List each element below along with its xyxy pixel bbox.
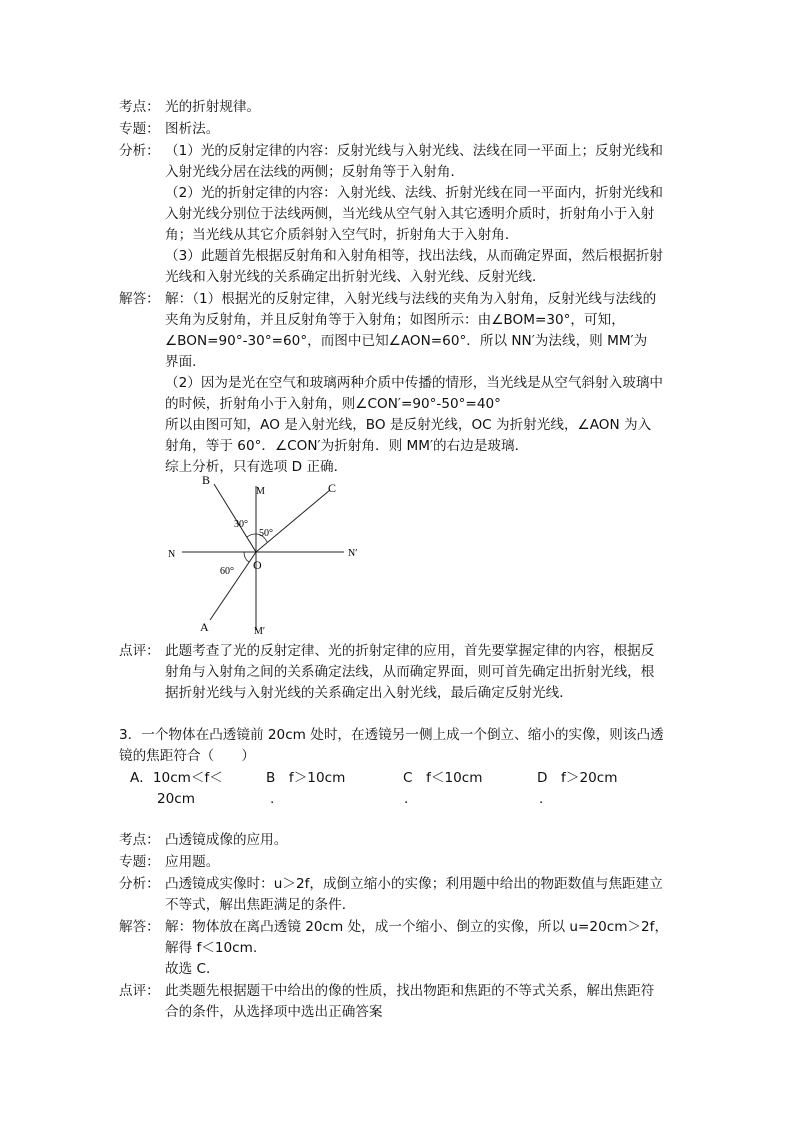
q3-fenxi-label: 分析： — [119, 876, 160, 892]
q3-dianping-label: 点评： — [119, 983, 160, 999]
angle-50: 50° — [259, 528, 273, 539]
option-c-dot: . — [404, 791, 409, 807]
fenxi-label: 分析： — [119, 143, 160, 159]
fenxi-line: 入射光线分别位于法线两侧，当光线从空气射入其它透明介质时，折射角小于入射 — [165, 206, 655, 222]
label-a: A — [200, 620, 209, 634]
label-n-prime: N′ — [348, 548, 358, 559]
dianping-line: 此题考查了光的反射定律、光的折射定律的应用，首先要掌握定律的内容，根据反 — [165, 643, 655, 659]
jieda-line: 所以由图可知，AO 是入射光线，BO 是反射光线，OC 为折射光线，∠AON 为入 — [165, 417, 652, 433]
zhuanti-label: 专题： — [119, 121, 160, 137]
q3-jieda-line: 解：物体放在离凸透镜 20cm 处，成一个缩小、倒立的实像，所以 u=20cm＞2f， — [165, 919, 669, 935]
angle-60: 60° — [220, 566, 234, 577]
q3-zhuanti-text: 应用题。 — [165, 854, 220, 870]
dianping-label: 点评： — [119, 643, 160, 659]
jieda-line: 射角，等于 60°．∠CON′为折射角．则 MM′的右边是玻璃． — [165, 438, 529, 454]
dianping-line: 据折射光线与入射光线的关系确定出入射光线，最后确定反射光线． — [165, 685, 573, 701]
option-c: C f＜10cm — [403, 770, 483, 786]
q3-jieda-label: 解答： — [119, 919, 160, 935]
arc-60 — [244, 552, 249, 562]
fenxi-line: 角；当光线从其它介质斜射入空气时，折射角大于入射角． — [165, 227, 519, 243]
q3-jieda-line: 解得 f＜10cm. — [165, 940, 258, 956]
jieda-label: 解答： — [119, 291, 160, 307]
jieda-line: 解：（1）根据光的反射定律，入射光线与法线的夹角为入射角，反射光线与法线的 — [165, 291, 657, 307]
option-a-cont: 20cm — [157, 791, 196, 807]
kaodian-text: 光的折射规律。 — [165, 99, 261, 115]
label-n: N — [168, 549, 176, 560]
q3-jieda-line: 故选 C． — [165, 961, 220, 977]
zhuanti-text: 图析法。 — [165, 121, 220, 137]
kaodian-label: 考点： — [119, 99, 160, 115]
jieda-line: 界面． — [165, 354, 206, 370]
q3-fenxi-line: 凸透镜成实像时：u＞2f，成倒立缩小的实像；利用题中给出的物距数值与焦距建立 — [165, 876, 663, 892]
option-a: A．10cm＜f＜ — [130, 770, 223, 786]
q3-kaodian-text: 凸透镜成像的应用。 — [165, 832, 288, 848]
option-d: D f＞20cm — [537, 770, 618, 786]
angle-30: 30° — [234, 519, 248, 530]
option-b: B f＞10cm — [266, 770, 346, 786]
arc-30 — [247, 534, 256, 537]
fenxi-line: （1）光的反射定律的内容：反射光线与入射光线、法线在同一平面上；反射光线和 — [165, 143, 664, 159]
label-m-prime: M′ — [254, 626, 266, 637]
jieda-line: 综上分析，只有选项 D 正确． — [165, 459, 348, 475]
q3-fenxi-line: 不等式，解出焦距满足的条件． — [165, 897, 356, 913]
jieda-line: （2）因为是光在空气和玻璃两种介质中传播的情形，当光线是从空气斜射入玻璃中 — [165, 375, 664, 391]
fenxi-line: 入射光线分居在法线的两侧；反射角等于入射角． — [165, 164, 465, 180]
jieda-line: 夹角为反射角，并且反射角等于入射角；如图所示：由∠BOM=30°，可知， — [165, 312, 625, 328]
ray-ao — [210, 552, 256, 620]
option-d-dot: . — [539, 791, 544, 807]
option-b-dot: . — [270, 791, 275, 807]
optics-diagram — [160, 472, 380, 642]
q3-kaodian-label: 考点： — [119, 832, 160, 848]
label-c: C — [328, 481, 337, 495]
ray-bo — [214, 484, 256, 552]
fenxi-line: （2）光的折射定律的内容：入射光线、法线、折射光线在同一平面内，折射光线和 — [165, 185, 664, 201]
fenxi-line: （3）此题首先根据反射角和入射角相等，找出法线，从而确定界面，然后根据折射 — [165, 248, 664, 264]
label-b: B — [202, 473, 211, 487]
q3-dianping-line: 合的条件，从选择项中选出正确答案 — [165, 1004, 383, 1020]
q3-zhuanti-label: 专题： — [119, 854, 160, 870]
ray-oc — [256, 490, 330, 552]
label-m: M — [256, 486, 265, 497]
fenxi-line: 光线和入射光线的关系确定出折射光线、入射光线、反射光线． — [165, 269, 546, 285]
q3-stem-line: 3．一个物体在凸透镜前 20cm 处时，在透镜另一侧上成一个倒立、缩小的实像，则该凸透 — [119, 727, 664, 743]
label-o: O — [253, 558, 262, 572]
q3-stem-line: 镜的焦距符合（ ） — [119, 748, 255, 764]
jieda-line: 的时候，折射角小于入射角，则∠CON′=90°-50°=40° — [165, 396, 501, 412]
dianping-line: 射角与入射角之间的关系确定法线，从而确定界面，则可首先确定出折射光线，根 — [165, 664, 655, 680]
jieda-line: ∠BON=90°-30°=60°，而图中已知∠AON=60°．所以 NN′为法线，则 MM′为 — [165, 333, 648, 349]
q3-dianping-line: 此类题先根据题干中给出的像的性质，找出物距和焦距的不等式关系，解出焦距符 — [165, 983, 655, 999]
